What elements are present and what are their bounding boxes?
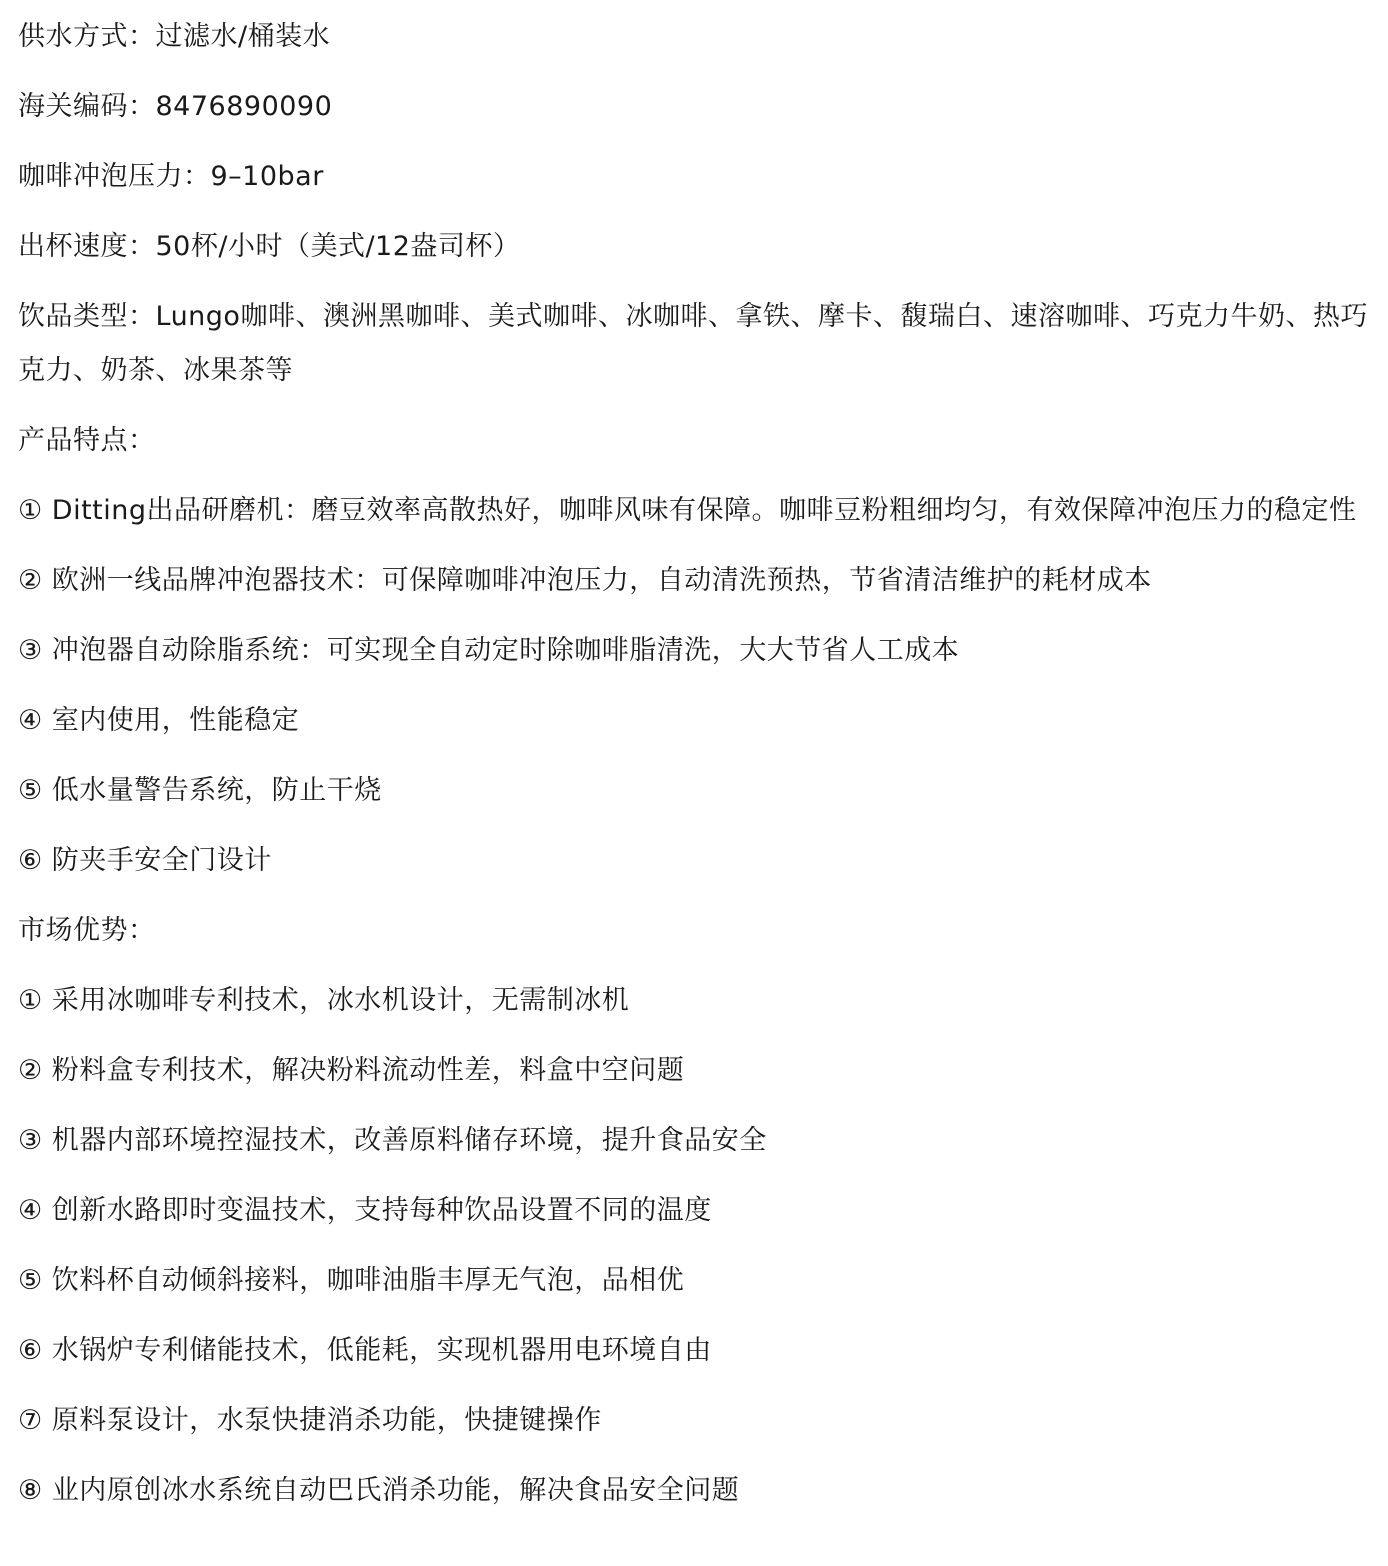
advantages-heading: 市场优势： — [18, 915, 156, 946]
advantage-item: ② 粉料盒专利技术，解决粉料流动性差，料盒中空问题 — [18, 1055, 685, 1086]
advantage-item: ⑧ 业内原创冰水系统自动巴氏消杀功能，解决食品安全问题 — [18, 1475, 740, 1506]
spec-water-supply: 供水方式：过滤水/桶装水 — [18, 21, 331, 52]
features-heading: 产品特点： — [18, 425, 156, 456]
feature-item: ① Ditting出品研磨机：磨豆效率高散热好，咖啡风味有保障。咖啡豆粉粗细均匀，有效保障冲泡压力的稳定性 — [18, 495, 1357, 526]
advantage-item: ⑤ 饮料杯自动倾斜接料，咖啡油脂丰厚无气泡，品相优 — [18, 1265, 685, 1296]
spec-brew-pressure: 咖啡冲泡压力：9–10bar — [18, 161, 324, 192]
spec-customs-code: 海关编码：8476890090 — [18, 91, 333, 122]
feature-item: ⑥ 防夹手安全门设计 — [18, 845, 272, 876]
feature-item: ③ 冲泡器自动除脂系统：可实现全自动定时除咖啡脂清洗，大大节省人工成本 — [18, 635, 960, 666]
feature-item: ④ 室内使用，性能稳定 — [18, 705, 300, 736]
spec-drink-types: 饮品类型：Lungo咖啡、澳洲黑咖啡、美式咖啡、冰咖啡、拿铁、摩卡、馥瑞白、速溶咖啡、巧克力牛奶、热巧克力、奶茶、冰果茶等 — [18, 301, 1368, 386]
advantage-item: ③ 机器内部环境控湿技术，改善原料储存环境，提升食品安全 — [18, 1125, 767, 1156]
advantage-item: ④ 创新水路即时变温技术，支持每种饮品设置不同的温度 — [18, 1195, 712, 1226]
advantage-item: ① 采用冰咖啡专利技术，冰水机设计，无需制冰机 — [18, 985, 630, 1016]
spec-cup-speed: 出杯速度：50杯/小时（美式/12盎司杯） — [18, 231, 521, 262]
advantage-item: ⑦ 原料泵设计，水泵快捷消杀功能，快捷键操作 — [18, 1405, 602, 1436]
advantage-item: ⑥ 水锅炉专利储能技术，低能耗，实现机器用电环境自由 — [18, 1335, 712, 1366]
feature-item: ⑤ 低水量警告系统，防止干烧 — [18, 775, 382, 806]
feature-item: ② 欧洲一线品牌冲泡器技术：可保障咖啡冲泡压力，自动清洗预热，节省清洁维护的耗材成本 — [18, 565, 1152, 596]
